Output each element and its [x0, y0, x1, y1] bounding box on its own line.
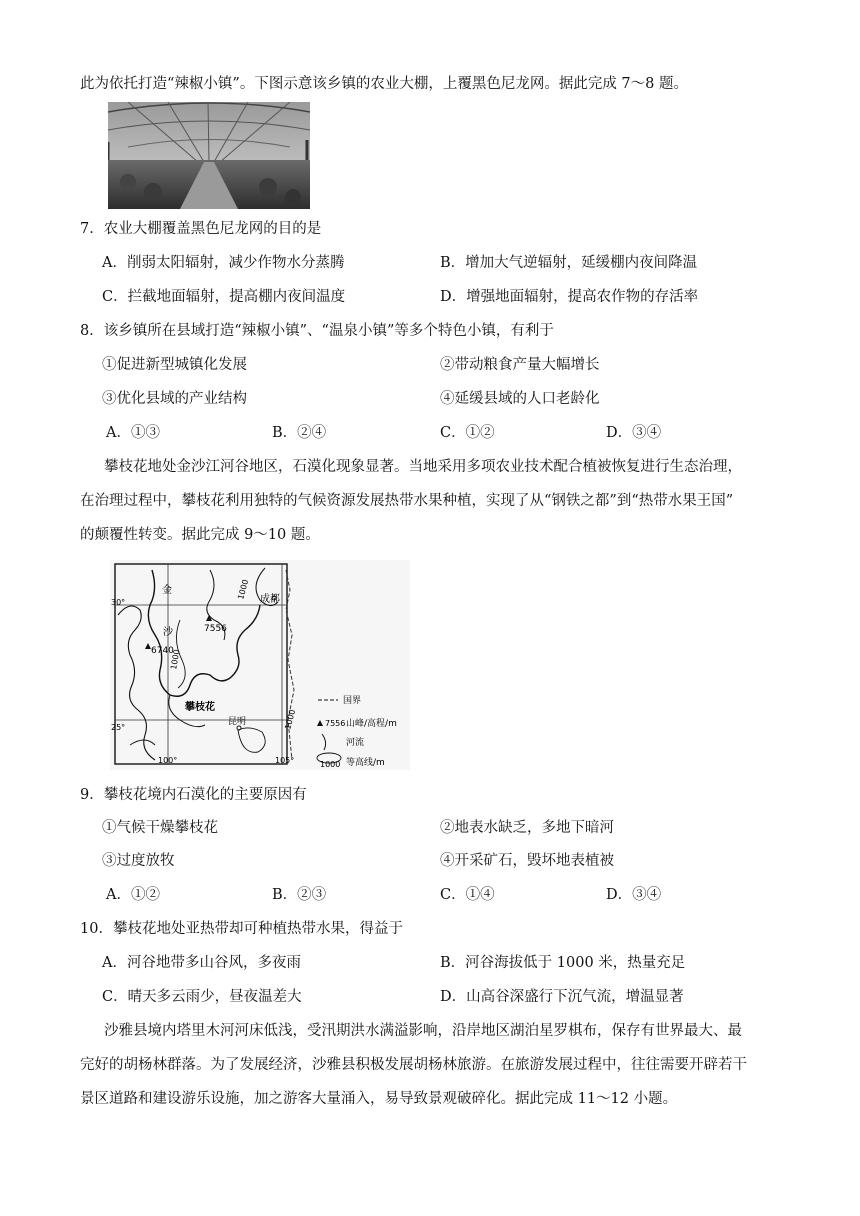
intro2-line3: 的颠覆性转变。据此完成 9～10 题。	[80, 527, 320, 543]
map-label-jin: 金	[162, 585, 172, 596]
map-label-lon105: 105°	[275, 756, 295, 765]
legend-peak-value: 7556	[325, 719, 346, 728]
q9-option-c: C．①④	[440, 887, 495, 903]
map-label-panzhihua: 攀枝花	[185, 702, 215, 713]
q8-option-b: B．②④	[272, 425, 327, 441]
legend-contour: 等高线/m	[346, 758, 385, 768]
q8-option-c: C．①②	[440, 425, 495, 441]
greenhouse-photo	[108, 102, 310, 209]
map-label-sha: 沙	[163, 627, 173, 638]
q7-option-a: A．削弱太阳辐射，减少作物水分蒸腾	[102, 255, 345, 271]
q9-item-1: ①气候干燥攀枝花	[102, 820, 218, 836]
q9-option-d: D．③④	[606, 887, 662, 903]
legend-contour-value: 1000	[320, 760, 341, 769]
map-label-peak-7556: 7556	[204, 624, 227, 634]
legend-border: 国界	[343, 696, 362, 706]
map-label-peak-6740: 6740	[151, 646, 174, 656]
q7-option-d: D．增强地面辐射，提高农作物的存活率	[440, 289, 699, 305]
q10-stem: 10．攀枝花地处亚热带却可种植热带水果，得益于	[80, 921, 403, 937]
q9-item-4: ④开采矿石，毁坏地表植被	[440, 853, 614, 869]
q9-option-a: A．①②	[106, 887, 160, 903]
q8-item-3: ③优化县域的产业结构	[102, 391, 247, 407]
legend-river: 河流	[346, 738, 365, 748]
q10-option-b: B．河谷海拔低于 1000 米，热量充足	[440, 955, 686, 971]
q10-option-a: A．河谷地带多山谷风，多夜雨	[102, 955, 301, 971]
map-label-kunming: 昆明	[228, 717, 247, 727]
map-label-contour-2: 1000	[169, 648, 182, 671]
map-label-lon100: 100°	[158, 756, 178, 765]
q8-option-a: A．①③	[106, 425, 160, 441]
q8-item-4: ④延缓县域的人口老龄化	[440, 391, 600, 407]
q8-item-1: ①促进新型城镇化发展	[102, 357, 247, 373]
intro3-line1: 沙雅县境内塔里木河河床低浅，受汛期洪水满溢影响，沿岸地区湖泊星罗棋布，保存有世界最大、最	[104, 1023, 742, 1039]
q8-item-2: ②带动粮食产量大幅增长	[440, 357, 600, 373]
map-label-lat25: 25°	[111, 723, 126, 732]
q10-option-c: C．晴天多云雨少，昼夜温差大	[102, 989, 302, 1005]
q10-option-d: D．山高谷深盛行下沉气流，增温显著	[440, 989, 684, 1005]
map-label-lat30: 30°	[111, 598, 126, 607]
q8-stem: 8．该乡镇所在县域打造“辣椒小镇”、“温泉小镇”等多个特色小镇，有利于	[80, 323, 554, 339]
map-label-contour-3: 1000	[283, 708, 298, 731]
q7-option-b: B．增加大气逆辐射，延缓棚内夜间降温	[440, 255, 698, 271]
q9-stem: 9．攀枝花境内石漠化的主要原因有	[80, 787, 307, 803]
q7-option-c: C．拦截地面辐射，提高棚内夜间温度	[102, 289, 346, 305]
map-label-chengdu: 成都	[260, 594, 280, 605]
q9-item-2: ②地表水缺乏，多地下暗河	[440, 820, 614, 836]
q9-item-3: ③过度放牧	[102, 853, 175, 869]
panzhihua-map	[110, 560, 410, 770]
intro2-line1: 攀枝花地处金沙江河谷地区，石漠化现象显著。当地采用多项农业技术配合植被恢复进行生态治理，	[104, 459, 742, 475]
q7-stem: 7．农业大棚覆盖黑色尼龙网的目的是	[80, 221, 322, 237]
intro2-line2: 在治理过程中，攀枝花利用独特的气候资源发展热带水果种植，实现了从“钢铁之都”到“热带水果王国”	[80, 493, 734, 509]
q9-option-b: B．②③	[272, 887, 327, 903]
q8-option-d: D．③④	[606, 425, 662, 441]
intro-text: 此为依托打造“辣椒小镇”。下图示意该乡镇的农业大棚，上覆黑色尼龙网。据此完成 7～8 题。	[80, 76, 688, 92]
legend-peak: 山峰/高程/m	[346, 719, 397, 729]
intro3-line2: 完好的胡杨林群落。为了发展经济，沙雅县积极发展胡杨林旅游。在旅游发展过程中，往往需要开辟若干	[80, 1057, 747, 1073]
intro3-line3: 景区道路和建设游乐设施，加之游客大量涌入，易导致景观破碎化。据此完成 11～12 小题。	[80, 1091, 678, 1107]
map-label-contour-1: 1000	[236, 578, 251, 601]
